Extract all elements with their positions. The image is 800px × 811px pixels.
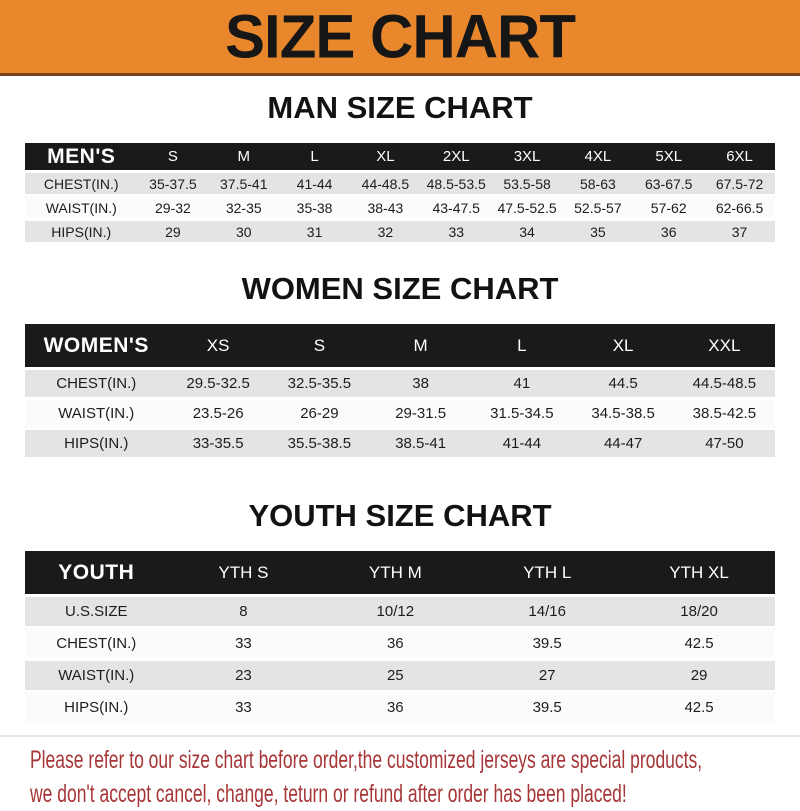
size-value-cell: 62-66.5 bbox=[704, 197, 775, 218]
youth-size-table bbox=[25, 548, 775, 725]
size-value-cell: 26-29 bbox=[269, 400, 370, 427]
note-line-1: Please refer to our size chart before order,the customized jerseys are special products, bbox=[30, 746, 703, 774]
row-label-cell: CHEST(IN.) bbox=[25, 370, 168, 397]
size-column-header: 5XL bbox=[633, 143, 704, 170]
size-value-cell: 33 bbox=[168, 693, 320, 722]
size-value-cell: 63-67.5 bbox=[633, 173, 704, 194]
table-title-cell: YOUTH bbox=[25, 551, 168, 594]
measurement-row bbox=[25, 370, 775, 397]
youth-size-section bbox=[0, 498, 800, 725]
table-title-cell: WOMEN'S bbox=[25, 324, 168, 367]
row-label-cell: CHEST(IN.) bbox=[25, 173, 138, 194]
size-value-cell: 44.5 bbox=[573, 370, 674, 397]
size-value-cell: 23 bbox=[168, 661, 320, 690]
measurement-row bbox=[25, 173, 775, 194]
size-column-header: S bbox=[269, 324, 370, 367]
size-column-header: L bbox=[279, 143, 350, 170]
table-header-row bbox=[25, 551, 775, 594]
size-value-cell: 44.5-48.5 bbox=[674, 370, 775, 397]
size-value-cell: 42.5 bbox=[623, 629, 775, 658]
women-size-table bbox=[25, 321, 775, 460]
size-value-cell: 39.5 bbox=[471, 629, 623, 658]
size-value-cell: 18/20 bbox=[623, 597, 775, 626]
size-value-cell: 29 bbox=[623, 661, 775, 690]
banner-title: SIZE CHART bbox=[225, 1, 575, 71]
size-value-cell: 43-47.5 bbox=[421, 197, 492, 218]
size-value-cell: 34 bbox=[492, 221, 563, 242]
measurement-row bbox=[25, 430, 775, 457]
size-value-cell: 33 bbox=[421, 221, 492, 242]
size-value-cell: 34.5-38.5 bbox=[573, 400, 674, 427]
size-column-header: XL bbox=[573, 324, 674, 367]
men-section-heading: MAN SIZE CHART bbox=[267, 90, 533, 125]
size-value-cell: 38.5-42.5 bbox=[674, 400, 775, 427]
size-value-cell: 30 bbox=[208, 221, 279, 242]
size-value-cell: 53.5-58 bbox=[492, 173, 563, 194]
size-value-cell: 38.5-41 bbox=[370, 430, 471, 457]
size-value-cell: 27 bbox=[471, 661, 623, 690]
size-column-header: YTH L bbox=[471, 551, 623, 594]
row-label-cell: WAIST(IN.) bbox=[25, 661, 168, 690]
size-value-cell: 32 bbox=[350, 221, 421, 242]
size-value-cell: 41-44 bbox=[279, 173, 350, 194]
size-value-cell: 32-35 bbox=[208, 197, 279, 218]
size-value-cell: 36 bbox=[319, 629, 471, 658]
table-header-row bbox=[25, 324, 775, 367]
size-column-header: 3XL bbox=[492, 143, 563, 170]
size-value-cell: 23.5-26 bbox=[168, 400, 269, 427]
row-label-cell: HIPS(IN.) bbox=[25, 430, 168, 457]
size-value-cell: 41-44 bbox=[471, 430, 572, 457]
row-label-cell: HIPS(IN.) bbox=[25, 221, 138, 242]
size-value-cell: 57-62 bbox=[633, 197, 704, 218]
size-value-cell: 31 bbox=[279, 221, 350, 242]
measurement-row bbox=[25, 661, 775, 690]
size-value-cell: 39.5 bbox=[471, 693, 623, 722]
size-value-cell: 29-31.5 bbox=[370, 400, 471, 427]
note-line-2: we don't accept cancel, change, teturn or refund after order has been placed! bbox=[30, 780, 627, 808]
size-value-cell: 35-38 bbox=[279, 197, 350, 218]
size-value-cell: 38-43 bbox=[350, 197, 421, 218]
size-column-header: 2XL bbox=[421, 143, 492, 170]
size-value-cell: 36 bbox=[633, 221, 704, 242]
measurement-row bbox=[25, 400, 775, 427]
table-title-cell: MEN'S bbox=[25, 143, 138, 170]
size-value-cell: 35.5-38.5 bbox=[269, 430, 370, 457]
size-value-cell: 58-63 bbox=[562, 173, 633, 194]
row-label-cell: WAIST(IN.) bbox=[25, 197, 138, 218]
row-label-cell: WAIST(IN.) bbox=[25, 400, 168, 427]
size-value-cell: 29-32 bbox=[138, 197, 209, 218]
row-label-cell: HIPS(IN.) bbox=[25, 693, 168, 722]
youth-section-heading: YOUTH SIZE CHART bbox=[248, 498, 552, 533]
size-column-header: M bbox=[370, 324, 471, 367]
size-value-cell: 8 bbox=[168, 597, 320, 626]
size-value-cell: 33-35.5 bbox=[168, 430, 269, 457]
size-value-cell: 37.5-41 bbox=[208, 173, 279, 194]
size-column-header: YTH S bbox=[168, 551, 320, 594]
size-value-cell: 44-48.5 bbox=[350, 173, 421, 194]
size-column-header: XXL bbox=[674, 324, 775, 367]
size-value-cell: 36 bbox=[319, 693, 471, 722]
size-value-cell: 44-47 bbox=[573, 430, 674, 457]
size-value-cell: 47.5-52.5 bbox=[492, 197, 563, 218]
size-column-header: S bbox=[138, 143, 209, 170]
row-label-cell: U.S.SIZE bbox=[25, 597, 168, 626]
size-value-cell: 48.5-53.5 bbox=[421, 173, 492, 194]
size-value-cell: 52.5-57 bbox=[562, 197, 633, 218]
women-section-heading: WOMEN SIZE CHART bbox=[241, 271, 559, 306]
row-label-cell: CHEST(IN.) bbox=[25, 629, 168, 658]
size-value-cell: 67.5-72 bbox=[704, 173, 775, 194]
women-size-section bbox=[0, 271, 800, 460]
size-value-cell: 47-50 bbox=[674, 430, 775, 457]
banner bbox=[0, 0, 800, 76]
size-value-cell: 29.5-32.5 bbox=[168, 370, 269, 397]
measurement-row bbox=[25, 221, 775, 242]
size-value-cell: 41 bbox=[471, 370, 572, 397]
men-size-table bbox=[25, 140, 775, 245]
size-value-cell: 32.5-35.5 bbox=[269, 370, 370, 397]
size-value-cell: 33 bbox=[168, 629, 320, 658]
measurement-row bbox=[25, 597, 775, 626]
size-value-cell: 42.5 bbox=[623, 693, 775, 722]
size-value-cell: 10/12 bbox=[319, 597, 471, 626]
size-column-header: XL bbox=[350, 143, 421, 170]
size-value-cell: 38 bbox=[370, 370, 471, 397]
measurement-row bbox=[25, 197, 775, 218]
size-column-header: L bbox=[471, 324, 572, 367]
size-value-cell: 29 bbox=[138, 221, 209, 242]
size-value-cell: 14/16 bbox=[471, 597, 623, 626]
size-column-header: 4XL bbox=[562, 143, 633, 170]
size-value-cell: 37 bbox=[704, 221, 775, 242]
men-size-section bbox=[0, 90, 800, 245]
size-value-cell: 31.5-34.5 bbox=[471, 400, 572, 427]
size-column-header: XS bbox=[168, 324, 269, 367]
size-column-header: YTH M bbox=[319, 551, 471, 594]
measurement-row bbox=[25, 629, 775, 658]
size-value-cell: 25 bbox=[319, 661, 471, 690]
measurement-row bbox=[25, 693, 775, 722]
size-value-cell: 35-37.5 bbox=[138, 173, 209, 194]
table-header-row bbox=[25, 143, 775, 170]
size-value-cell: 35 bbox=[562, 221, 633, 242]
size-column-header: YTH XL bbox=[623, 551, 775, 594]
size-column-header: 6XL bbox=[704, 143, 775, 170]
size-column-header: M bbox=[208, 143, 279, 170]
